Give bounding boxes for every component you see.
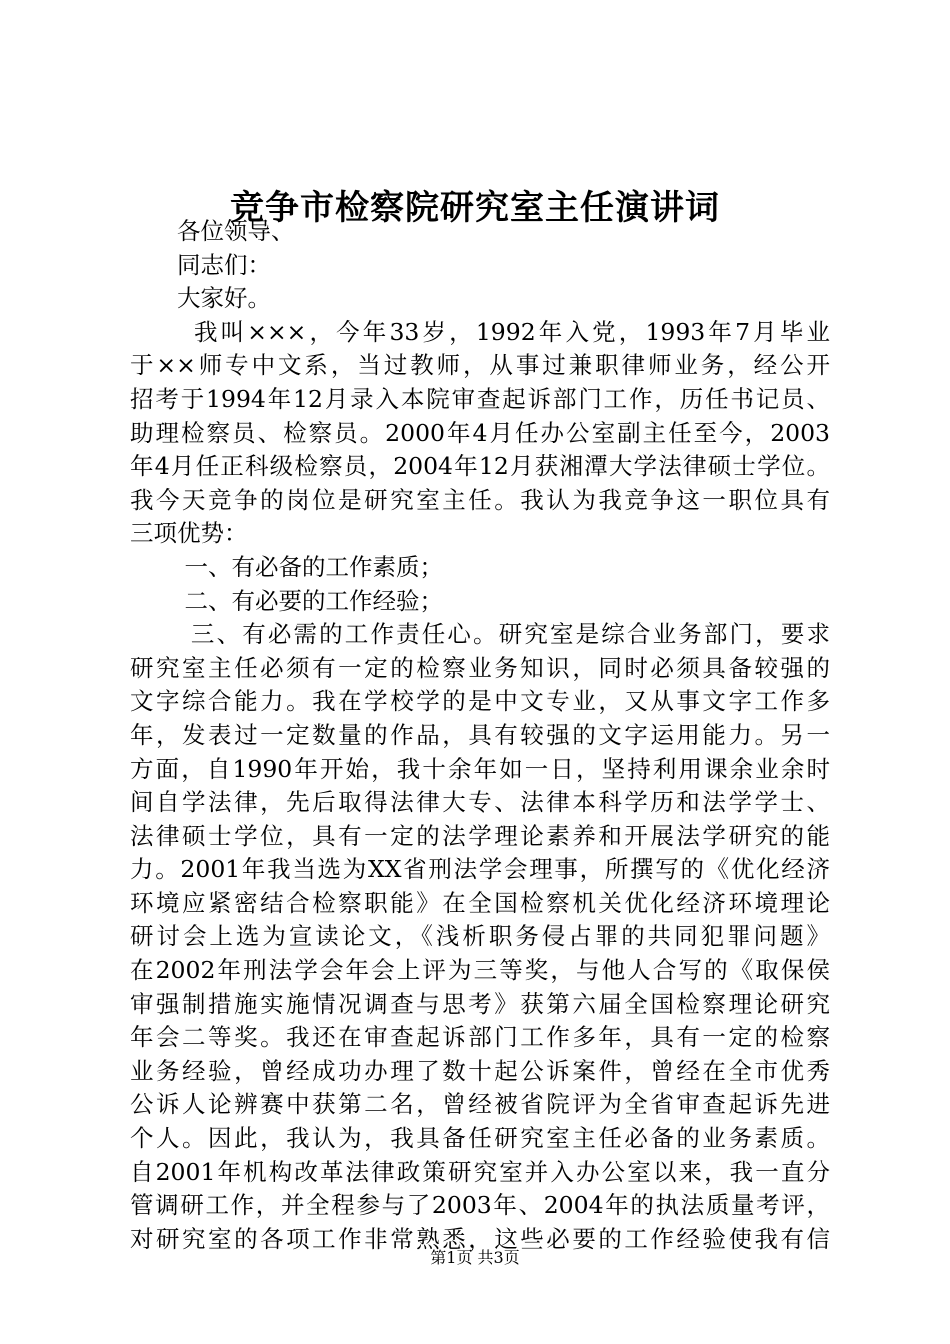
body-line: 各位领导、 [130,217,295,245]
body-line: 我今天竞争的岗位是研究室主任。我认为我竞争这一职位具有 [130,485,830,514]
body-line: 自2001年机构改革法律政策研究室并入办公室以来，我一直分 [130,1157,830,1186]
body-line: 环境应紧密结合检察职能》在全国检察机关优化经济环境理论 [130,888,830,917]
body-line: 间自学法律，先后取得法律大专、法律本科学历和法学学士、 [130,788,830,817]
body-line: 研究室主任必须有一定的检察业务知识，同时必须具备较强的 [130,653,830,682]
body-line: 年，发表过一定数量的作品，具有较强的文字运用能力。另一 [130,720,830,749]
body-line: 个人。因此，我认为，我具备任研究室主任必备的业务素质。 [130,1124,830,1153]
body-line: 法律硕士学位，具有一定的法学理论素养和开展法学研究的能 [130,821,830,850]
body-line: 力。2001年我当选为XX省刑法学会理事，所撰写的《优化经济 [130,855,830,884]
body-line: 助理检察员、检察员。2000年4月任办公室副主任至今，2003 [130,418,830,447]
body-line: 同志们： [130,250,271,279]
body-line: 公诉人论辨赛中获第二名，曾经被省院评为全省审查起诉先进 [130,1090,830,1119]
document-title: 竞争市检察院研究室主任演讲词 [230,188,720,228]
body-line: 审强制措施实施情况调查与思考》获第六届全国检察理论研究 [130,989,830,1018]
body-line: 大家好。 [130,284,271,313]
body-line: 我叫×××，今年33岁，1992年入党，1993年7月毕业 [130,317,830,346]
body-line: 年会二等奖。我还在审查起诉部门工作多年，具有一定的检察 [130,1023,830,1052]
body-line: 一、有必备的工作素质； [130,552,443,581]
body-line: 管调研工作，并全程参与了2003年、2004年的执法质量考评， [130,1191,830,1220]
body-line: 三项优势： [130,519,248,548]
body-line: 方面，自1990年开始，我十余年如一日，坚持利用课余业余时 [130,754,830,783]
body-line: 业务经验，曾经成功办理了数十起公诉案件，曾经在全市优秀 [130,1056,830,1085]
document-body [130,215,830,1256]
body-line: 在2002年刑法学会年会上评为三等奖，与他人合写的《取保侯 [130,956,830,985]
body-line: 研讨会上选为宣读论文，《浅析职务侵占罪的共同犯罪问题》 [130,922,830,951]
body-line: 二、有必要的工作经验； [130,586,443,615]
body-line: 于××师专中文系，当过教师，从事过兼职律师业务，经公开 [130,351,830,380]
body-line: 年4月任正科级检察员，2004年12月获湘潭大学法律硕士学位。 [130,452,830,481]
body-line: 招考于1994年12月录入本院审查起诉部门工作，历任书记员、 [130,384,830,413]
body-line: 文字综合能力。我在学校学的是中文专业，又从事文字工作多 [130,687,830,716]
body-line: 对研究室的各项工作非常熟悉，这些必要的工作经验使我有信 [130,1224,830,1253]
page-footer: 第1页 共3页 [430,1248,520,1267]
body-line: 三、有必需的工作责任心。研究室是综合业务部门，要求 [130,620,830,649]
